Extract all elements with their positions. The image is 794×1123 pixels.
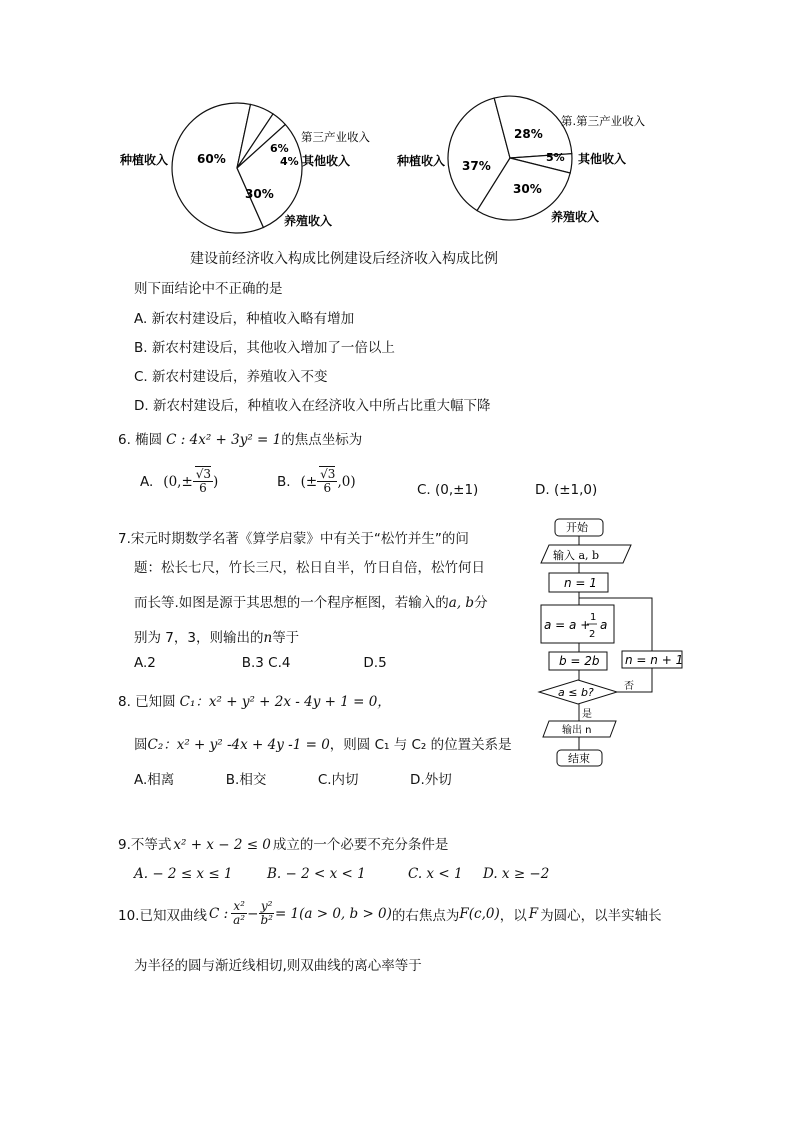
pie2-label-third: 第.第三产业收入 (561, 114, 646, 128)
q10-den2: b² (260, 913, 273, 927)
q6-b-label: B. (277, 473, 291, 490)
q7-line3-text: 而长等.如图是源于其思想的一个程序框图，若输入的 (134, 595, 449, 611)
q6-option-c: C. (0,±1) (417, 482, 479, 498)
q7-line4-text: 别为 7，3，则输出的 (134, 630, 264, 646)
q9-option-d: D. x ≥ −2 (483, 866, 550, 882)
q7-line3-end: 分 (474, 595, 488, 611)
q10-mid: 的右焦点为 (391, 907, 460, 924)
pie2-label-other: 其他收入 (578, 152, 627, 166)
flow-end-text: 结束 (568, 752, 590, 765)
q10-num2: y² (260, 899, 273, 913)
pie-caption: 建设前经济收入构成比例建设后经济收入构成比例 (190, 251, 498, 267)
q6-a-label: A. (140, 473, 154, 490)
q6-stem (118, 428, 362, 448)
pie-charts (0, 0, 794, 245)
q6-option-b (277, 468, 356, 495)
pie1-label-plant: 种植收入 (120, 153, 169, 167)
flow-half-den: 2 (589, 629, 596, 640)
q10-minus: − (247, 905, 259, 922)
pie1-label-third: 第三产业收入 (301, 130, 370, 144)
q6-option-d: D. (±1,0) (535, 482, 598, 498)
q10-pre: 10.已知双曲线 (118, 907, 207, 924)
q8-line1 (118, 690, 391, 710)
q7-options: A.2 B.3 C.4 D.5 (134, 655, 387, 671)
flow-yes-label: 是 (582, 709, 592, 720)
pie2-pct-other: 5% (546, 151, 565, 164)
q9-option-c: C. x < 1 (408, 866, 463, 882)
q8-line1-pre: 8. 已知圆 (118, 694, 176, 710)
q10-line1 (118, 900, 662, 927)
q10-focus: F(c,0) (459, 905, 500, 922)
q6-b-close: ,0) (337, 473, 356, 490)
flow-condition-text: a ≤ b? (558, 686, 594, 699)
flowchart (520, 512, 700, 772)
q6-a-fraction (193, 468, 213, 495)
pie1-pct-plant: 60% (197, 152, 226, 166)
q10-frac-y (258, 900, 275, 927)
q6-a-open: (0,± (163, 473, 193, 490)
q9-post: 成立的一个必要不充分条件是 (272, 837, 449, 853)
q6-option-a (140, 468, 218, 495)
q6-a-six: 6 (199, 481, 207, 495)
q10-f: F (528, 905, 539, 922)
pie2-pct-third: 28% (514, 127, 543, 141)
q7-line4-end: 等于 (272, 630, 300, 646)
pie1-label-other: 其他收入 (302, 154, 351, 168)
flow-b-update-text: b = 2b (559, 654, 600, 668)
flow-input-text: 输入 a, b (553, 549, 600, 562)
q7-line4 (134, 626, 299, 646)
pie1-pct-third: 6% (270, 142, 289, 155)
q6-a-close: ) (213, 473, 219, 490)
pie1-label-breed: 养殖收入 (284, 214, 333, 228)
q10-condition: = 1(a > 0, b > 0) (274, 905, 392, 922)
pie2-label-breed: 养殖收入 (551, 210, 600, 224)
flow-a-update-text: a = a + (544, 618, 591, 632)
q10-mid2: ，以 (499, 907, 527, 924)
pie2-label-plant: 种植收入 (397, 154, 446, 168)
q8-options: A.相离 B.相交 C.内切 D.外切 (134, 772, 452, 788)
flow-n1-text: n = 1 (564, 576, 597, 590)
pie2-pct-plant: 37% (462, 159, 491, 173)
q9-option-b: B. − 2 < x < 1 (267, 866, 366, 882)
flow-half-num: 1 (590, 612, 597, 623)
pie2-pct-breed: 30% (513, 182, 542, 196)
q5-option-d: D. 新农村建设后，种植收入在经济收入中所占比重大幅下降 (134, 398, 491, 414)
q5-stem: 则下面结论中不正确的是 (134, 281, 283, 297)
q5-option-a: A. 新农村建设后，种植收入略有增加 (134, 311, 355, 327)
flow-start-text: 开始 (566, 521, 588, 534)
q7-line2: 题：松长七尺，竹长三尺，松日自半，竹日自倍，松竹何日 (134, 560, 485, 576)
q7-line1: 7.宋元时期数学名著《算学启蒙》中有关于“松竹并生”的问 (118, 531, 469, 547)
flow-a-update-tail: a (600, 618, 608, 632)
q8-line2-eq: C₂：x² + y² -4x + 4y -1 = 0 (147, 737, 330, 753)
q9-stem (118, 833, 448, 853)
q6-a-sqrt3: √3 (195, 467, 212, 481)
q8-line2 (134, 733, 512, 753)
q7-line4-var: n (263, 630, 273, 646)
q6-suffix: 的焦点坐标为 (281, 432, 363, 448)
q6-b-fraction (317, 468, 337, 495)
q5-option-c: C. 新农村建设后，养殖收入不变 (134, 369, 328, 385)
flow-n-update-text: n = n + 1 (625, 653, 684, 667)
flow-output-text: 输出 n (562, 725, 592, 736)
q10-post: 为圆心，以半实轴长 (540, 907, 662, 924)
q6-equation: C : 4x² + 3y² = 1 (166, 432, 282, 448)
q5-option-b: B. 新农村建设后，其他收入增加了一倍以上 (134, 340, 395, 356)
q10-c-label: C : (208, 905, 229, 922)
q10-den1: a² (233, 913, 246, 927)
q9-pre: 9.不等式 (118, 837, 172, 853)
q6-b-sqrt3: √3 (320, 467, 336, 481)
q10-line2: 为半径的圆与渐近线相切,则双曲线的离心率等于 (134, 958, 422, 974)
pie1-pct-breed: 30% (245, 187, 274, 201)
q6-prefix: 6. 椭圆 (118, 432, 163, 448)
q8-line2-pre: 圆 (134, 737, 148, 753)
q10-num1: x² (233, 899, 245, 913)
q6-b-open: (± (300, 473, 318, 490)
flow-no-label: 否 (624, 681, 634, 692)
q8-line1-eq: C₁：x² + y² + 2x - 4y + 1 = 0， (179, 694, 391, 710)
q8-line2-post: ，则圆 C₁ 与 C₂ 的位置关系是 (329, 737, 512, 753)
pie1-pct-other: 4% (280, 155, 299, 168)
q6-b-six: 6 (323, 481, 332, 495)
q9-eq: x² + x − 2 ≤ 0 (173, 837, 271, 853)
q10-frac-x (231, 900, 247, 927)
q9-option-a: A. − 2 ≤ x ≤ 1 (134, 866, 233, 882)
q7-line3-var: a, b (448, 595, 475, 611)
q7-line3 (134, 591, 488, 611)
